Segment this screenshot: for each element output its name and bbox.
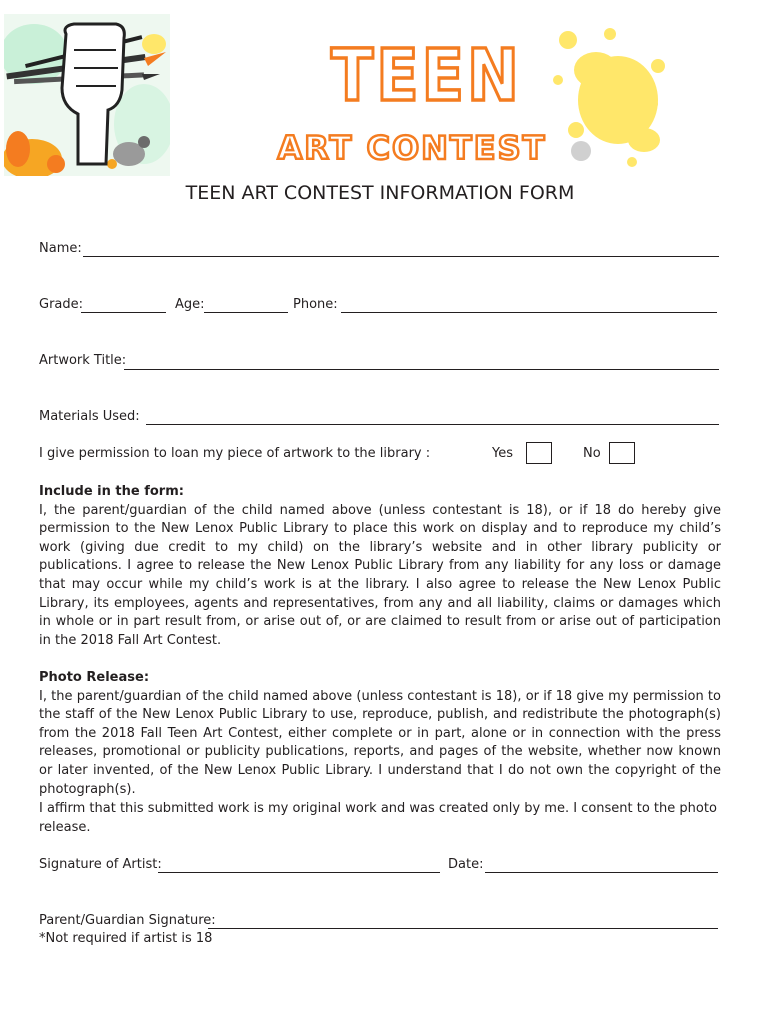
no-checkbox[interactable]	[609, 442, 635, 464]
name-label: Name:	[39, 241, 82, 256]
grade-field[interactable]	[81, 312, 166, 313]
artist-signature-label: Signature of Artist:	[39, 857, 162, 872]
materials-label: Materials Used:	[39, 409, 140, 424]
photo-release-heading: Photo Release:	[39, 670, 150, 685]
photo-release-text: I, the parent/guardian of the child named above (unless contestant is 18), or if 18 give my permission to the staff of the New Lenox Public Library to use, reproduce, publish, and redistribute the photograph(s) from the 2018 Fall Teen Art Contest, either complete or in part, alone or in connection with the press releases, promotional or publicity publications, reports, and pages of the website, whether now known or later invented, of the New Lenox Public Library. I understand that I do not own the copyright of the photograph(s).	[39, 688, 721, 797]
date-label: Date:	[448, 857, 484, 872]
yellow-paint-splash	[548, 20, 668, 170]
title-art-contest: ART CONTEST	[277, 129, 547, 167]
loan-permission-text: I give permission to loan my piece of artwork to the library :	[39, 446, 431, 461]
yes-label: Yes	[492, 446, 513, 461]
form-title: TEEN ART CONTEST INFORMATION FORM	[185, 182, 575, 204]
artist-signature-field[interactable]	[158, 872, 440, 873]
parent-signature-label: Parent/Guardian Signature:	[39, 913, 216, 928]
grade-label: Grade:	[39, 297, 84, 312]
date-field[interactable]	[485, 872, 718, 873]
phone-field[interactable]	[341, 312, 717, 313]
affirm-text: I affirm that this submitted work is my original work and was created only by me. I consent to the photo release.	[39, 801, 717, 835]
gray-paint-splash	[568, 138, 594, 164]
parent-signature-note: *Not required if artist is 18	[39, 931, 213, 946]
age-field[interactable]	[204, 312, 288, 313]
parent-signature-field[interactable]	[208, 928, 718, 929]
materials-field[interactable]	[146, 424, 719, 425]
artwork-title-label: Artwork Title:	[39, 353, 127, 368]
include-section	[39, 483, 721, 650]
no-label: No	[583, 446, 601, 461]
include-text: I, the parent/guardian of the child named above (unless contestant is 18), or if 18 do hereby give permission to the New Lenox Public Library to place this work on display and to reproduce my child’s work (giving due credit to my child) on the library’s website and in other library publicity or publications. I agree to release the New Lenox Public Library from any liability for any loss or damage that may occur while my child’s work is at the library. I also agree to release the New Lenox Public Library, its employees, agents and representatives, from any and all liability, claims or damages which in whole or in part result from, or arise out of, or are claimed to result from or arise out of participation in the 2018 Fall Art Contest.	[39, 502, 721, 648]
fist-brushes-illustration	[4, 14, 170, 176]
artwork-title-field[interactable]	[124, 369, 719, 370]
age-label: Age:	[175, 297, 205, 312]
phone-label: Phone:	[293, 297, 338, 312]
photo-release-section	[39, 669, 721, 799]
title-teen: TEEN	[331, 33, 522, 118]
name-field[interactable]	[83, 256, 719, 257]
yes-checkbox[interactable]	[526, 442, 552, 464]
include-heading: Include in the form:	[39, 484, 184, 499]
